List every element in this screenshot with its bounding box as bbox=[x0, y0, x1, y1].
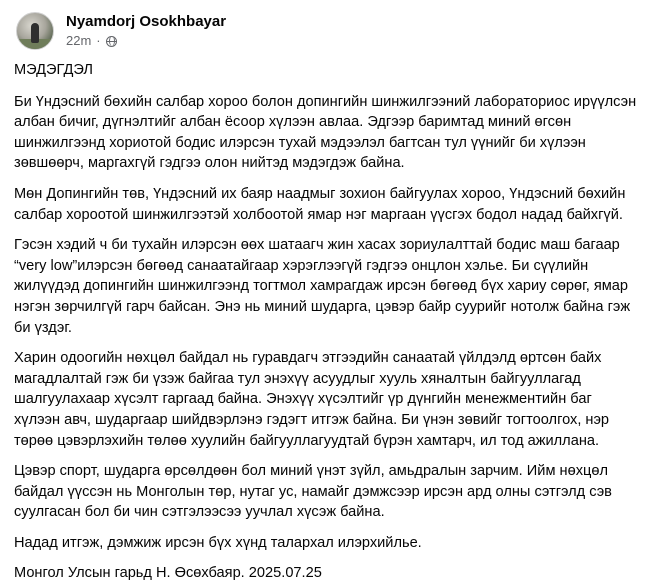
author-name[interactable]: Nyamdorj Osokhbayar bbox=[66, 13, 227, 31]
post-subline bbox=[66, 34, 226, 49]
post-paragraph: Надад итгэж, дэмжиж ирсэн бүх хүнд талархал илэрхийлье. bbox=[14, 534, 422, 551]
globe-icon[interactable] bbox=[106, 36, 117, 47]
post-paragraph: Цэвэр спорт, шударга өрсөлдөөн бол миний үнэт зүйл, амьдралын зарчим. Ийм нөхцөл байдал үүссэн нь Монголын төр, нутаг ус, намайг дэмжсээр ирсэн ард олны сэтгэлд сэв суулгасан бол би чин сэтгэлээсээ уучлал хүсэж байна. bbox=[14, 463, 612, 521]
author-avatar[interactable] bbox=[16, 12, 54, 50]
meta-separator: · bbox=[96, 32, 101, 48]
post-body bbox=[14, 60, 639, 584]
post-header bbox=[14, 0, 639, 58]
post-timestamp[interactable]: 22m bbox=[66, 32, 92, 48]
post-paragraph: Мөн Допингийн төв, Үндэсний их баяр наадмыг зохион байгуулах хороо, Үндэсний бөхийн салбар хороотой шинжилгээтэй холбоотой ямар нэг маргаан үүсгэх бодол надад байхгүй. bbox=[14, 185, 626, 223]
post-paragraph: Гэсэн хэдий ч би тухайн илэрсэн өөх шатаагч жин хасах зориулалттай бодис маш багаар “very low”илэрсэн бөгөөд санаатайгаар хэрэглээгүй гэдгээ онцлон хэлье. Би сүүлийн жилүүдэд допингийн шинжилгээнд тогтмол хамрагдаж ирсэн бөгөөд бүх хариу сөрөг, ямар нэгэн зөрчилгүй гарч байсан. Энэ нь миний шударга, цэвэр байр суурийг нотолж байна гэж би үздэг. bbox=[14, 237, 631, 336]
post-paragraph: Харин одоогийн нөхцөл байдал нь гуравдагч этгээдийн санаатай үйлдэлд өртсөн байх магадлалтай гэж би үзэж байгаа тул энэхүү асуудлыг хууль хяналтын байгууллагад шалгуулахаар хүсэлт гаргаад байна. Энэхүү хүсэлтийг үр дүнгийн менежментийн баг хүлээн авч, шударгаар шийдвэрлэнэ гэдэгт итгэж байна. Би үнэн зөвийг тогтоолгох, нэр төрөө цэвэрлэхийн төлөө хуулийн байгууллагуудтай бүрэн хамтарч, ил тод ажиллана. bbox=[14, 350, 610, 449]
post-meta bbox=[66, 13, 226, 48]
post-signature: Монгол Улсын гарьд Н. Өсөхбаяр. 2025.07.25 bbox=[14, 565, 322, 582]
post-paragraph: Би Үндэсний бөхийн салбар хороо болон допингийн шинжилгээний лабораториос ирүүлсэн албан бичиг, дүгнэлтийг албан ёсоор хүлээн авлаа. Эдгээр баримтад миний өгсөн шинжилгээнд хориотой бодис илэрсэн тухай мэдээлэл багтсан тул үүнийг би хүлээн зөвшөөрч, маргахгүй гэдгээ олон нийтэд мэдэгдэж байна. bbox=[14, 93, 637, 172]
post-heading: МЭДЭГДЭЛ bbox=[14, 62, 93, 78]
